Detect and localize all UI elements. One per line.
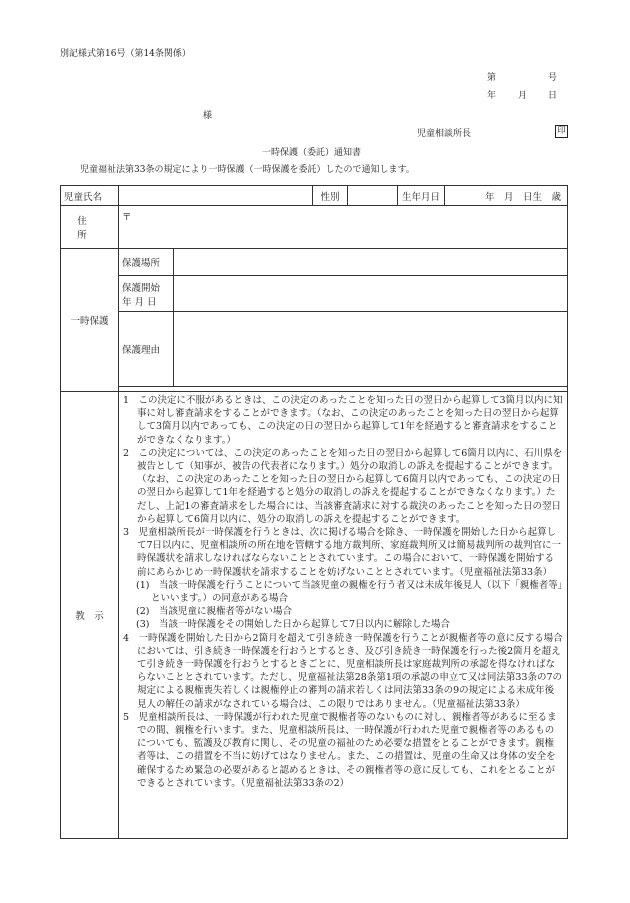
date-year: 年	[487, 91, 497, 101]
address-field[interactable]	[119, 206, 568, 249]
address-label: 住 所	[61, 206, 119, 249]
child-name-field[interactable]	[119, 186, 313, 206]
protection-start-field[interactable]	[174, 276, 568, 312]
notice-item-4: 4 一時保護を開始した日から2箇月を超えて引き続き一時保護を行うことが親権者等の意に反する場合においては、引き続き一時保護を行おうとするとき、及び引き続き一時保護を行った後2箇月を超えて引き続き一時保護を行おうとするときごとに、児童相談所長は家庭裁判所の承認を得なければならないこととされています。ただし、児童福祉法第28条第1項の承認の申立て又は同法第33条の7の規定による親権喪失若しくは親権停止の審判の請求若しくは同法第33条の9の規定による未成年後見人の解任の請求がなされている場合は、この限りではありません。（児童福祉法第33条）	[123, 632, 563, 710]
protection-reason-field[interactable]	[174, 312, 568, 387]
date-month: 月	[518, 91, 528, 101]
form-number: 別記様式第16号（第14条関係）	[60, 49, 191, 59]
intro-text: 児童福祉法第33条の規定により一時保護（一時保護を委託）したので通知します。	[80, 165, 415, 175]
notice-subitem-3: (3) 当該一時保護をその開始した日から起算して7日以内に解除した場合	[136, 619, 451, 631]
notice-item-1: 1 この決定に不服があるときは、この決定のあったことを知った日の翌日から起算して3箇月以内に知事に対し審査請求をすることができます。（なお、この決定のあったことを知った日の翌日から起算して3箇月以内であっても、この決定の日の翌日から起算して1年を経過すると審査請求をすることができなくなります。）	[123, 395, 563, 446]
issuer-title: 児童相談所長	[417, 129, 472, 139]
notice-form-table	[60, 185, 568, 839]
notice-item-3: 3 児童相談所長が一時保護を行うときは、次に掲げる場合を除き、一時保護を開始した日から起算して7日以内に、児童相談所の所在地を管轄する地方裁判所、家庭裁判所又は簡易裁判所の裁判官に一時保護状を請求しなければならないこととされています。この場合において、一時保護を開始する前にあらかじめ一時保護状を請求することを妨げないこととされています。（児童福祉法第33条）	[123, 527, 562, 578]
protection-reason-label: 保護理由	[119, 312, 174, 387]
doc-number-suffix: 号	[548, 73, 558, 83]
birth-date-field[interactable]: 年 月 日生 歳	[445, 186, 568, 206]
protection-place-label: 保護場所	[119, 249, 174, 276]
date-day: 日	[548, 91, 558, 101]
sex-field[interactable]	[348, 186, 398, 206]
sex-label: 性別	[313, 186, 348, 206]
child-name-label: 児童氏名	[61, 186, 119, 206]
notice-item-5: 5 児童相談所長は、一時保護が行われた児童で親権者等のないものに対し、親権者等があるに至るまでの間、親権を行います。また、児童相談所長は、一時保護が行われた児童で親権者等のあるものについても、監護及び教育に関し、その児童の福祉のため必要な措置をとることができます。親権者等は、この措置を不当に妨げてはなりません。また、この措置は、児童の生命又は身体の安全を確保するため緊急の必要があると認めるときは、その親権者等の意に反しても、これをとることができるとされています。（児童福祉法第33条の2）	[123, 711, 557, 789]
notice-content	[119, 392, 568, 839]
recipient-honorific: 様	[203, 111, 213, 121]
seal-mark: 印	[555, 125, 568, 138]
temp-protection-label: 一時保護	[61, 249, 119, 392]
doc-number-prefix: 第	[487, 73, 497, 83]
document-title: 一時保護（委託）通知書	[262, 148, 362, 158]
notice-subitem-1: (1) 当該一時保護を行うことについて当該児童の親権を行う者又は未成年後見人（以下「親権者等」といいます。）の同意がある場合	[136, 579, 563, 605]
birth-date-label: 生年月日	[398, 186, 445, 206]
notice-label: 教 示	[61, 392, 119, 839]
notice-subitem-2: (2) 当該児童に親権者等がない場合	[136, 606, 292, 618]
notice-item-2: 2 この決定については、この決定のあったことを知った日の翌日から起算して6箇月以内に、石川県を被告として（知事が、被告の代表者になります。）処分の取消しの訴えを提起することができます。（なお、この決定のあったことを知った日の翌日から起算して6箇月以内であっても、この決定の日の翌日から起算して1年を経過すると処分の取消しの訴えを提起することができなくなります。）ただし、上記1の審査請求をした場合には、当該審査請求に対する裁決のあったことを知った日の翌日から起算して6箇月以内に、処分の取消しの訴えを提起することができます。	[123, 447, 563, 525]
protection-start-label: 保護開始 年 月 日	[119, 276, 174, 312]
protection-place-field[interactable]	[174, 249, 568, 276]
postal-mark: 〒	[122, 212, 132, 223]
